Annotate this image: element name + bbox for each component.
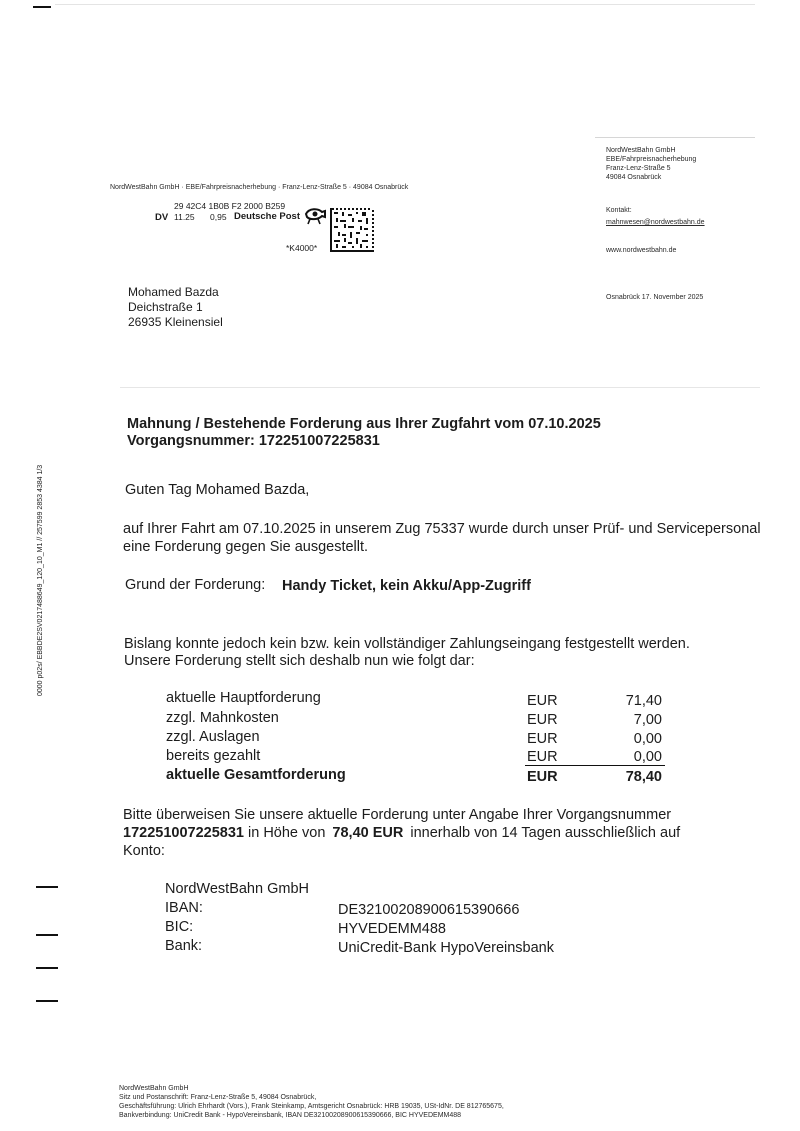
reason-label: Grund der Forderung: (125, 577, 266, 593)
contact-email[interactable]: mahnwesen@nordwestbahn.de (606, 219, 705, 226)
greeting: Guten Tag Mohamed Bazda, (125, 482, 310, 498)
payment-in-amount-text: in Höhe von (248, 825, 326, 841)
total-currency: EUR (527, 769, 558, 785)
claim-label: zzgl. Mahnkosten (166, 710, 279, 726)
claim-amount: 7,00 (633, 712, 662, 728)
subject-line-1: Mahnung / Bestehende Forderung aus Ihrer Zugfahrt vom 07.10.2025 (127, 416, 601, 432)
fold-mark-top (33, 6, 51, 8)
payment-request-line-2 (123, 824, 680, 842)
paragraph-1-line-2: eine Forderung gegen Sie ausgestellt. (123, 539, 369, 555)
recipient-name: Mohamed Bazda (128, 285, 219, 299)
scan-line-mid (120, 387, 760, 388)
bic-label: BIC: (165, 919, 194, 935)
footer-line-2: Sitz und Postanschrift: Franz-Lenz-Straße 5, 49084 Osnabrück, (119, 1094, 317, 1101)
punch-mark-2 (36, 967, 58, 969)
bank-value: UniCredit-Bank HypoVereinsbank (338, 940, 554, 956)
fold-mark-1 (36, 886, 58, 888)
claim-currency: EUR (527, 731, 558, 747)
footer-line-4: Bankverbindung: UniCredit Bank - HypoVereinsbank, IBAN DE32100208900615390666, BIC HYVEDEMM488 (119, 1112, 462, 1119)
payment-request-line-3: Konto: (123, 843, 165, 859)
claim-label: bereits gezahlt (166, 748, 261, 764)
postage-code: 29 42C4 1B0B F2 2000 B259 (174, 201, 286, 211)
bank-holder: NordWestBahn GmbH (165, 881, 309, 897)
side-code: 0000 p02s/ EBBDE2SV0217488649_120_10_M1 // 257599 2853 4384 1/3 (37, 464, 44, 696)
postage-date: 11.25 (174, 212, 195, 222)
subject-line-2: Vorgangsnummer: 172251007225831 (127, 433, 380, 449)
payment-reference: 172251007225831 (123, 825, 244, 841)
postage-dv: DV (155, 212, 169, 223)
footer-line-3: Geschäftsführung: Ulrich Ehrhardt (Vors.), Frank Steinkamp, Amtsgericht Osnabrück: HRB 19035, USt-IdNr. DE 812765675, (119, 1103, 504, 1110)
letter-date: Osnabrück 17. November 2025 (606, 294, 704, 301)
paragraph-1-line-1: auf Ihrer Fahrt am 07.10.2025 in unserem Zug 75337 wurde durch unser Prüf- und Servicepersonal (123, 521, 761, 537)
payment-deadline-text: innerhalb von 14 Tagen ausschließlich auf (410, 825, 681, 841)
claim-currency: EUR (527, 693, 558, 709)
postage-route: *K4000* (286, 243, 318, 253)
post-horn-icon (304, 207, 326, 225)
fold-mark-2 (36, 1000, 58, 1002)
recipient-street: Deichstraße 1 (128, 300, 203, 314)
scan-line-top (595, 137, 755, 138)
reason-value: Handy Ticket, kein Akku/App-Zugriff (282, 578, 531, 594)
contact-label: Kontakt: (606, 207, 632, 214)
paragraph-2-line-1: Bislang konnte jedoch kein bzw. kein vollständiger Zahlungseingang festgestellt werden. (124, 636, 690, 652)
paragraph-2-line-2: Unsere Forderung stellt sich deshalb nun wie folgt dar: (124, 653, 475, 669)
iban-value: DE32100208900615390666 (338, 902, 520, 918)
sender-department: EBE/Fahrpreisnacherhebung (606, 156, 697, 163)
recipient-city: 26935 Kleinensiel (128, 315, 223, 329)
top-edge-line (55, 4, 755, 5)
datamatrix-code (330, 208, 374, 252)
sender-street: Franz-Lenz-Straße 5 (606, 165, 671, 172)
bank-label: Bank: (165, 938, 203, 954)
total-label: aktuelle Gesamtforderung (166, 767, 346, 783)
footer-line-1: NordWestBahn GmbH (119, 1085, 189, 1092)
sum-underline (525, 765, 665, 766)
sender-city: 49084 Osnabrück (606, 174, 662, 181)
iban-label: IBAN: (165, 900, 203, 916)
return-address: NordWestBahn GmbH · EBE/Fahrpreisnacherhebung · Franz-Lenz-Straße 5 · 49084 Osnabrück (110, 184, 409, 191)
payment-request-line-1: Bitte überweisen Sie unsere aktuelle Forderung unter Angabe Ihrer Vorgangsnummer (123, 807, 672, 823)
postage-carrier: Deutsche Post (234, 211, 300, 222)
sender-company: NordWestBahn GmbH (606, 147, 676, 154)
claim-label: aktuelle Hauptforderung (166, 690, 321, 706)
claim-amount: 0,00 (633, 749, 662, 765)
total-amount: 78,40 (625, 769, 662, 785)
postage-amount: 0,95 (210, 212, 227, 222)
payment-amount: 78,40 EUR (332, 825, 404, 841)
claim-currency: EUR (527, 749, 558, 765)
claim-amount: 71,40 (625, 693, 662, 709)
claim-currency: EUR (527, 712, 558, 728)
bic-value: HYVEDEMM488 (338, 921, 446, 937)
claim-label: zzgl. Auslagen (166, 729, 260, 745)
claim-amount: 0,00 (633, 731, 662, 747)
punch-mark-1 (36, 934, 58, 936)
website[interactable]: www.nordwestbahn.de (606, 247, 677, 254)
